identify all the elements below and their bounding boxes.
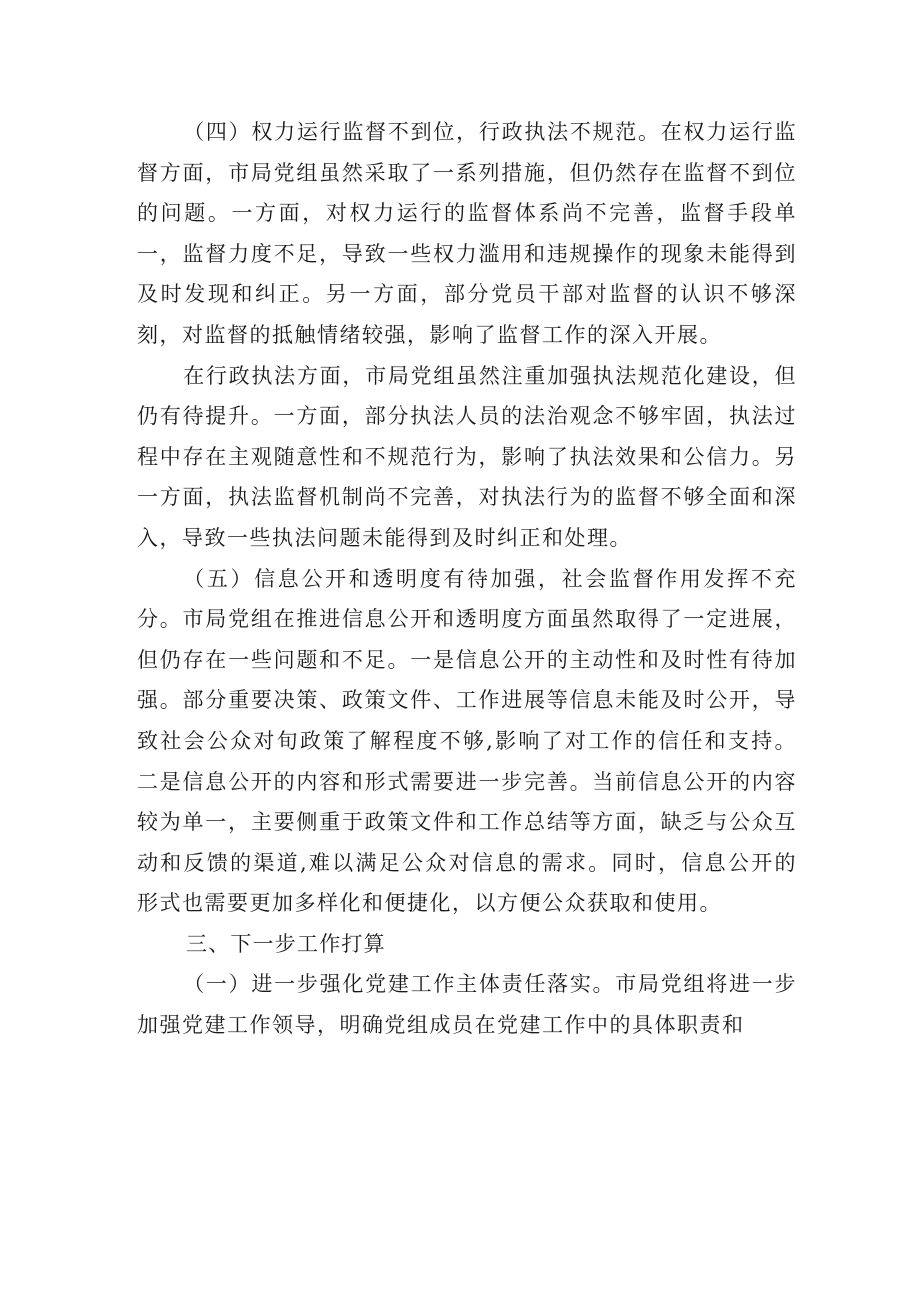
paragraph-information-disclosure: （五）信息公开和透明度有待加强，社会监督作用发挥不充分。市局党组在推进信息公开和透明度方面虽然取得了一定进展，但仍存在一些问题和不足。一是信息公开的主动性和及时性有待加强。部分重要决策、政策文件、工作进展等信息未能及时公开，导致社会公众对旬政策了解程度不够,影响了对工作的信任和支持。二是信息公开的内容和形式需要进一步完善。当前信息公开的内容较为单一，主要侧重于政策文件和工作总结等方面，缺乏与公众互动和反馈的渠道,难以满足公众对信息的需求。同时，信息公开的形式也需要更加多样化和便捷化，以方便公众获取和使用。 [137, 566, 797, 916]
document-body [137, 112, 797, 1046]
paragraph-administrative-enforcement: 在行政执法方面，市局党组虽然注重加强执法规范化建设，但仍有待提升。一方面，部分执法人员的法治观念不够牢固，执法过程中存在主观随意性和不规范行为，影响了执法效果和公信力。另一方面，执法监督机制尚不完善，对执法行为的监督不够全面和深入，导致一些执法问题未能得到及时纠正和处理。 [137, 363, 797, 550]
paragraph-power-supervision: （四）权力运行监督不到位，行政执法不规范。在权力运行监督方面，市局党组虽然采取了一系列措施，但仍然存在监督不到位的问题。一方面，对权力运行的监督体系尚不完善，监督手段单一，监督力度不足，导致一些权力滥用和违规操作的现象未能得到及时发现和纠正。另一方面，部分党员干部对监督的认识不够深刻，对监督的抵触情绪较强，影响了监督工作的深入开展。 [137, 120, 797, 347]
section-heading-next-steps: 三、下一步工作打算 [186, 931, 386, 956]
paragraph-party-building-responsibility: （一）进一步强化党建工作主体责任落实。市局党组将进一步加强党建工作领导，明确党组成员在党建工作中的具体职责和 [137, 972, 797, 1038]
